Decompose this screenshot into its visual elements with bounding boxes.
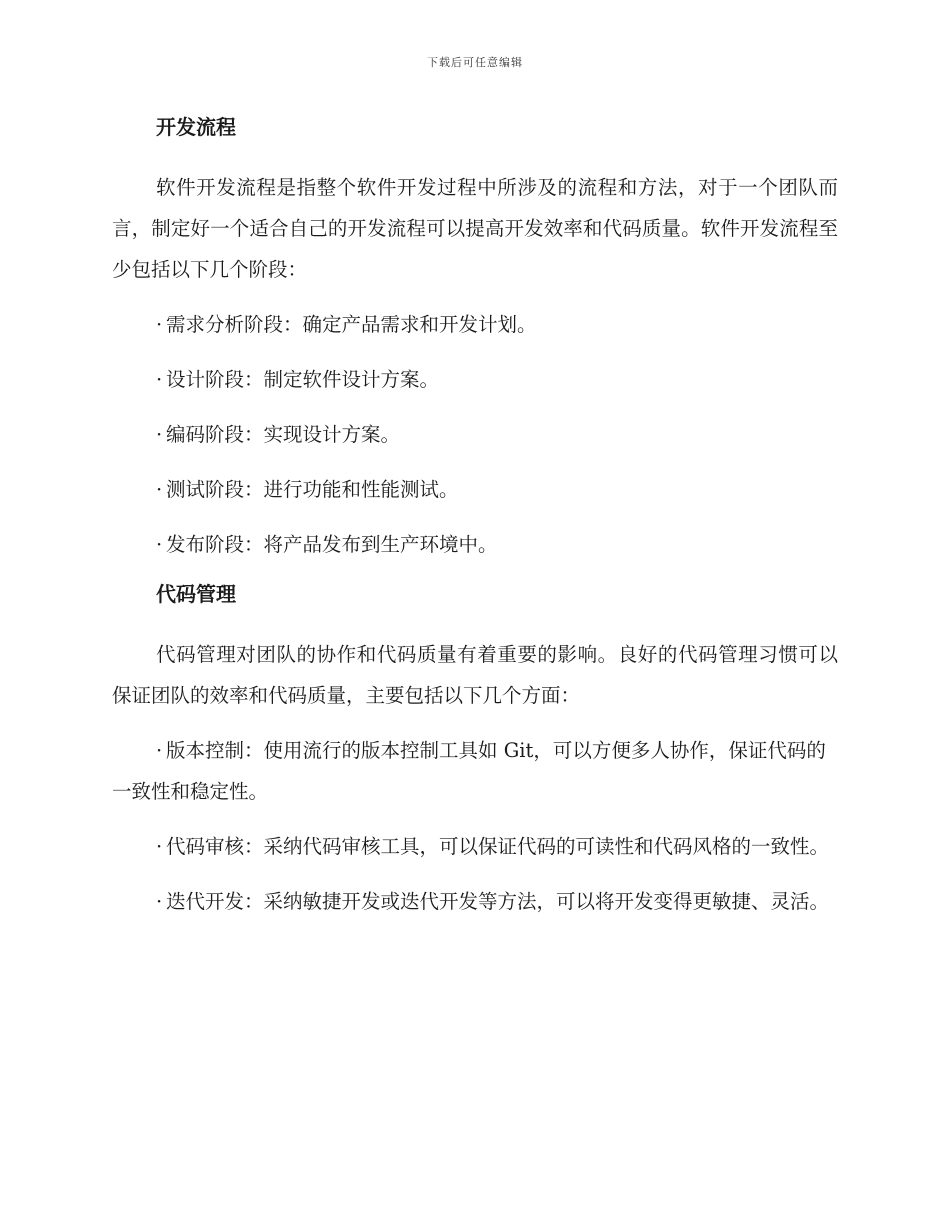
list-item-text: 版本控制：使用流行的版本控制工具如 Git，可以方便多人协作，保证代码的一致性和稳定性。 (112, 739, 826, 803)
list-item (112, 359, 838, 400)
list-item-text: 测试阶段：进行功能和性能测试。 (166, 478, 459, 501)
bullet-icon: · (156, 423, 163, 446)
document-body (112, 112, 838, 936)
page-header: 下载后可任意编辑 (427, 56, 523, 69)
list-item (112, 524, 838, 565)
section-title-dev-process: 开发流程 (156, 115, 236, 139)
list-item-text: 发布阶段：将产品发布到生产环境中。 (166, 533, 498, 556)
list-item-text: 需求分析阶段：确定产品需求和开发计划。 (166, 313, 537, 336)
section-intro-code-management: 代码管理对团队的协作和代码质量有着重要的影响。良好的代码管理习惯可以保证团队的效率和代码质量，主要包括以下几个方面： (112, 643, 838, 707)
bullet-icon: · (156, 478, 163, 501)
list-item (112, 414, 838, 455)
list-item-text: 代码审核：采纳代码审核工具，可以保证代码的可读性和代码风格的一致性。 (166, 835, 830, 858)
list-item-text: 设计阶段：制定软件设计方案。 (166, 368, 440, 391)
bullet-icon: · (156, 533, 163, 556)
list-item (112, 881, 838, 922)
bullet-icon: · (156, 313, 163, 336)
list-item-text: 迭代开发：采纳敏捷开发或迭代开发等方法，可以将开发变得更敏捷、灵活。 (166, 890, 830, 913)
bullet-icon: · (156, 739, 163, 762)
list-item (112, 730, 838, 812)
bullet-icon: · (156, 368, 163, 391)
list-item-text: 编码阶段：实现设计方案。 (166, 423, 401, 446)
list-item (112, 826, 838, 867)
list-item (112, 469, 838, 510)
list-item (112, 304, 838, 345)
bullet-icon: · (156, 835, 163, 858)
bullet-icon: · (156, 890, 163, 913)
section-title-code-management: 代码管理 (156, 582, 236, 606)
section-intro-dev-process: 软件开发流程是指整个软件开发过程中所涉及的流程和方法，对于一个团队而言，制定好一个适合自己的开发流程可以提高开发效率和代码质量。软件开发流程至少包括以下几个阶段： (112, 176, 838, 281)
